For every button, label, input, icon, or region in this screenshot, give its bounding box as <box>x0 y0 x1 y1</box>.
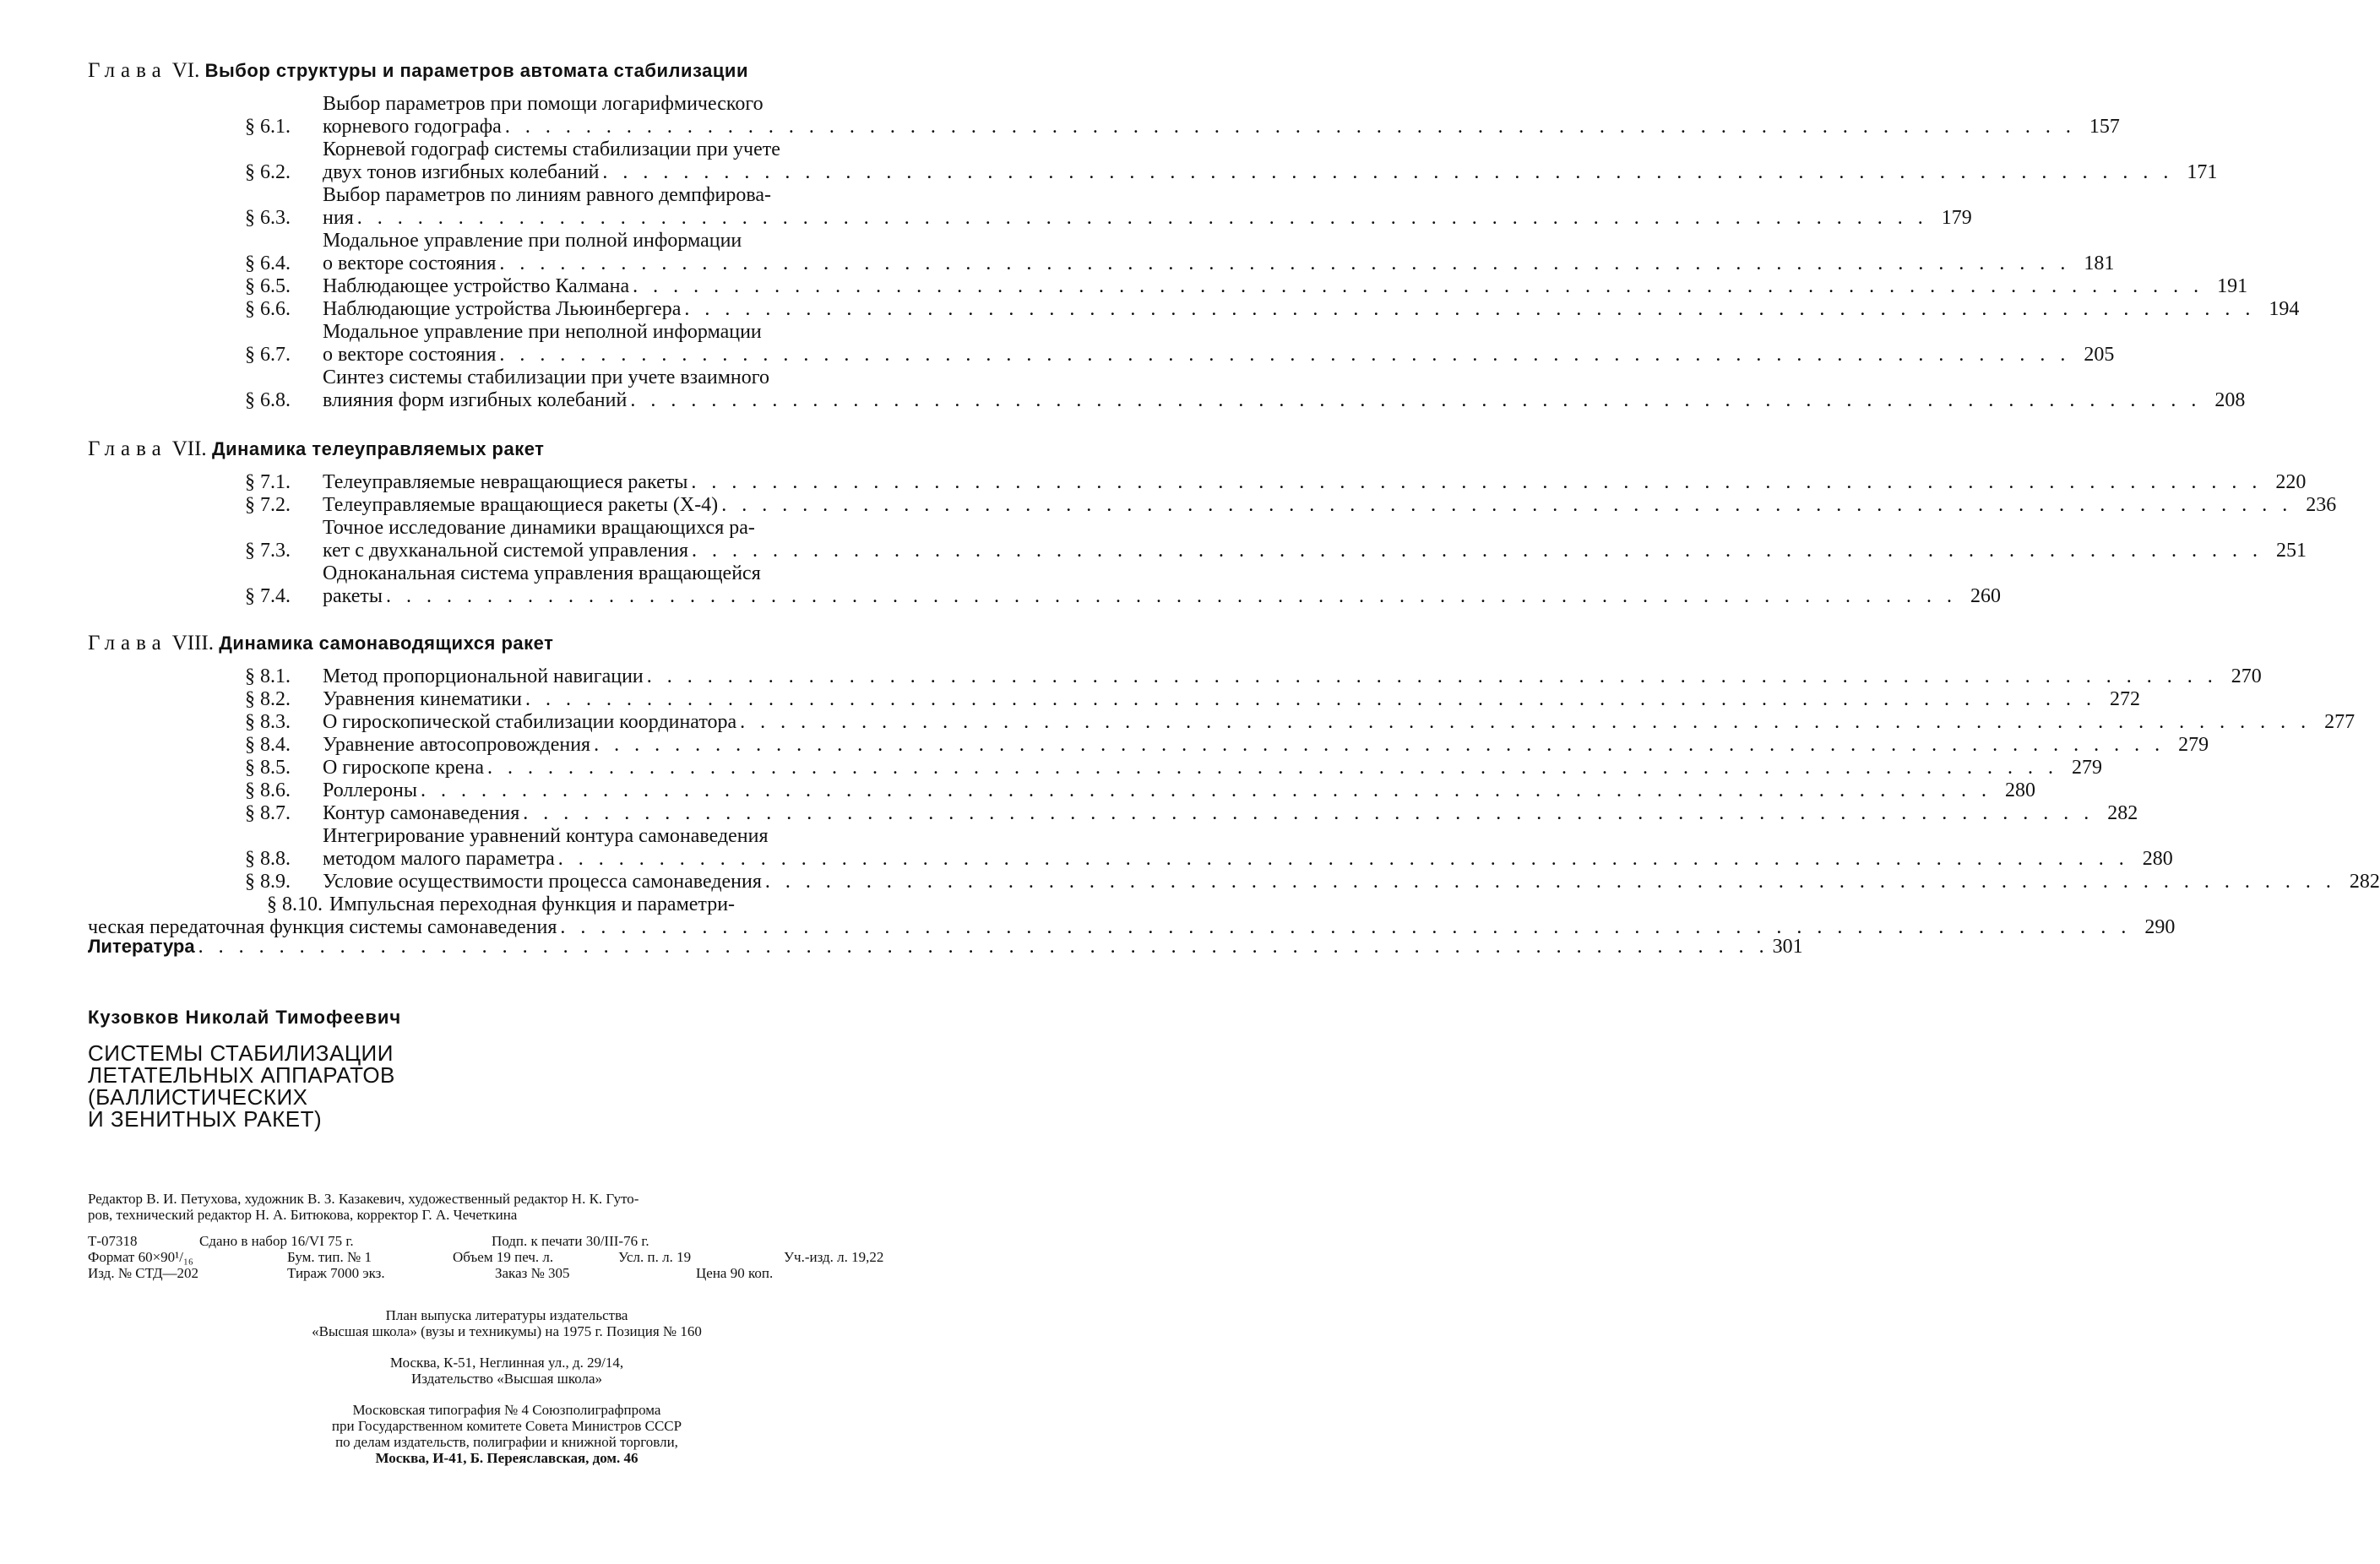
section-number: § 6.8. <box>245 389 291 411</box>
imprint-editors <box>88 1191 975 1223</box>
section-title-line: Модальное управление при неполной информации <box>323 321 762 343</box>
section-number: § 8.10. <box>267 893 323 915</box>
imprint-cell: Объем 19 печ. л. <box>453 1249 554 1265</box>
section-number: § 7.3. <box>245 540 291 562</box>
imprint-line: Издательство «Высшая школа» <box>410 1371 603 1387</box>
imprint-cell: Тираж 7000 экз. <box>287 1265 385 1281</box>
imprint-line: План выпуска литературы издательства <box>385 1307 628 1323</box>
toc-entry <box>245 562 2001 608</box>
section-title-line: Одноканальная система управления вращающейся <box>323 562 761 584</box>
chapter-title: Динамика самонаводящихся ракет <box>219 633 554 654</box>
section-number: § 8.1. <box>245 665 291 687</box>
page-number: 280 <box>2005 779 2036 801</box>
page-number: 157 <box>2089 116 2120 138</box>
toc-chapter-8 <box>88 665 2380 939</box>
section-number: § 6.5. <box>245 275 291 297</box>
section-title-line: Наблюдающее устройство Калмана <box>323 275 630 297</box>
page-number: 301 <box>1772 936 1803 958</box>
toc-chapter-6 <box>245 93 2300 412</box>
toc-entry <box>245 471 2307 494</box>
section-number: § 6.6. <box>245 298 291 320</box>
section-title-line: О гироскопе крена <box>323 757 485 779</box>
literature-label: Литература <box>88 936 195 957</box>
page-number: 279 <box>2072 757 2103 779</box>
section-number: § 8.9. <box>245 871 291 893</box>
section-number: § 8.4. <box>245 734 291 756</box>
toc-entry <box>245 665 2262 688</box>
imprint-line: Москва, И-41, Б. Переяславская, дом. 46 <box>375 1450 638 1466</box>
section-title-line: Интегрирование уравнений контура самонаведения <box>323 825 769 847</box>
page-number: 171 <box>2187 161 2218 183</box>
imprint-line: по делам издательств, полиграфии и книжной торговли, <box>335 1434 678 1450</box>
book-title-line: СИСТЕМЫ СТАБИЛИЗАЦИИ <box>88 1040 394 1066</box>
page-number: 282 <box>2349 871 2380 893</box>
imprint-cell: Уч.-изд. л. 19,22 <box>784 1249 884 1265</box>
section-title-line: Точное исследование динамики вращающихся ра- <box>323 517 755 539</box>
page-number: 191 <box>2217 275 2248 297</box>
page-number: 205 <box>2084 344 2115 366</box>
imprint-cell: Т-07318 <box>88 1233 138 1249</box>
toc-entry <box>245 494 2337 517</box>
section-number: § 7.4. <box>245 585 291 607</box>
chapter-number: VII. <box>171 437 207 460</box>
toc-entry <box>245 298 2300 321</box>
toc-entry <box>245 802 2138 825</box>
toc-entry <box>245 184 1972 230</box>
chapter-heading-8 <box>88 632 941 655</box>
toc-entry <box>245 275 2248 298</box>
page-number: 181 <box>2084 253 2115 274</box>
imprint-plan <box>0 1307 1013 1339</box>
section-title-line: Уравнение автосопровождения <box>323 734 591 756</box>
toc-entry <box>245 757 2103 779</box>
section-number: § 7.1. <box>245 471 291 493</box>
section-title-line: Модальное управление при полной информации <box>323 230 742 252</box>
section-title-line: ния <box>323 207 354 229</box>
section-number: § 6.7. <box>245 344 291 366</box>
book-title <box>88 1042 395 1130</box>
imprint-address <box>0 1355 1013 1387</box>
section-title-line: влияния форм изгибных колебаний <box>323 389 628 411</box>
section-number: § 8.3. <box>245 711 291 733</box>
section-title-line: Корневой годограф системы стабилизации при учете <box>323 138 780 160</box>
section-title-line: двух тонов изгибных колебаний <box>323 161 600 183</box>
chapter-word: Глава <box>88 59 167 82</box>
section-title-line: о векторе состояния <box>323 344 497 366</box>
section-title-line: Уравнения кинематики <box>323 688 522 710</box>
section-number: § 6.4. <box>245 253 291 274</box>
page-number: 280 <box>2142 848 2173 870</box>
section-number: § 8.2. <box>245 688 291 710</box>
imprint-details <box>88 1233 975 1281</box>
imprint-line: ров, технический редактор Н. А. Битюкова, корректор Г. А. Чечеткина <box>88 1207 518 1223</box>
author-name: Кузовков Николай Тимофеевич <box>88 1007 402 1028</box>
page-number: 270 <box>2231 665 2262 687</box>
page-number: 236 <box>2306 494 2337 516</box>
page-number: 282 <box>2107 802 2138 824</box>
imprint-cell: Усл. п. л. 19 <box>618 1249 692 1265</box>
section-title-line: Наблюдающие устройства Льюинбергера <box>323 298 682 320</box>
imprint-line: Редактор В. И. Петухова, художник В. З. Казакевич, художественный редактор Н. К. Гуто- <box>88 1191 639 1207</box>
section-number: § 8.8. <box>245 848 291 870</box>
section-number: § 6.1. <box>245 116 291 138</box>
toc-entry <box>245 711 2356 734</box>
toc-entry <box>245 825 2173 871</box>
chapter-word: Глава <box>88 437 167 460</box>
page-number: 260 <box>1970 585 2001 607</box>
section-title-line: ракеты <box>323 585 383 607</box>
section-title-line: кет с двухканальной системой управления <box>323 540 689 562</box>
book-title-line: ЛЕТАТЕЛЬНЫХ АППАРАТОВ <box>88 1062 395 1088</box>
book-title-line: И ЗЕНИТНЫХ РАКЕТ) <box>88 1106 323 1132</box>
imprint-line: «Высшая школа» (вузы и техникумы) на 1975 г. Позиция № 160 <box>312 1323 702 1339</box>
chapter-title: Динамика телеуправляемых ракет <box>211 438 545 459</box>
toc-entry <box>245 138 2218 184</box>
chapter-heading-7 <box>88 437 941 461</box>
section-title-line: о векторе состояния <box>323 253 497 274</box>
page-number: 277 <box>2324 711 2356 733</box>
section-number: § 8.5. <box>245 757 291 779</box>
page-number: 208 <box>2214 389 2246 411</box>
page-number: 220 <box>2275 471 2307 493</box>
chapter-word: Глава <box>88 632 167 654</box>
page-number: 179 <box>1941 207 1972 229</box>
imprint-cell: Заказ № 305 <box>495 1265 570 1281</box>
section-title-line: Синтез системы стабилизации при учете взаимного <box>323 367 769 388</box>
page-number: 194 <box>2269 298 2300 320</box>
section-title-line: Контур самонаведения <box>323 802 520 824</box>
imprint-cell: Цена 90 коп. <box>696 1265 774 1281</box>
page-number: 290 <box>2144 916 2176 938</box>
section-title-line: Телеуправляемые невращающиеся ракеты <box>323 471 688 493</box>
imprint-line: Московская типография № 4 Союзполиграфпрома <box>352 1402 661 1418</box>
toc-entry <box>245 93 2120 138</box>
section-title-line: Метод пропорциональной навигации <box>323 665 644 687</box>
imprint-cell: Изд. № СТД—202 <box>88 1265 199 1281</box>
imprint-line: Москва, К-51, Неглинная ул., д. 29/14, <box>389 1355 624 1371</box>
section-title-line: Выбор параметров по линиям равного демпфирова- <box>323 184 772 206</box>
toc-literature <box>88 936 1803 958</box>
section-title-line: Выбор параметров при помощи логарифмического <box>323 93 763 115</box>
toc-entry <box>88 893 951 916</box>
chapter-number: VIII. <box>171 632 214 654</box>
toc-entry <box>245 779 2036 802</box>
section-title-line: корневого годографа <box>323 116 502 138</box>
page-number: 272 <box>2109 688 2140 710</box>
imprint-cell: Бум. тип. № 1 <box>287 1249 372 1265</box>
chapter-title: Выбор структуры и параметров автомата стабилизации <box>204 60 748 81</box>
section-title-line: Телеуправляемые вращающиеся ракеты (Х-4) <box>323 494 719 516</box>
chapter-number: VI. <box>171 59 200 82</box>
section-title-line: ческая передаточная функция системы самонаведения <box>88 916 557 938</box>
imprint-line: при Государственном комитете Совета Министров СССР <box>331 1418 682 1434</box>
section-title-line: Импульсная переходная функция и параметри- <box>329 893 736 915</box>
imprint-cell: Сдано в набор 16/VI 75 г. <box>199 1233 354 1249</box>
section-title-line: Роллероны <box>323 779 418 801</box>
toc-chapter-7 <box>245 471 2337 608</box>
toc-entry <box>245 367 2246 412</box>
section-number: § 6.3. <box>245 207 291 229</box>
toc-entry <box>245 734 2209 757</box>
toc-entry <box>245 688 2140 711</box>
toc-entry <box>245 871 2380 893</box>
page-number: 279 <box>2178 734 2209 756</box>
toc-entry <box>245 230 2115 275</box>
imprint-cell: Подп. к печати 30/III-76 г. <box>492 1233 649 1249</box>
imprint-printer <box>0 1402 1013 1466</box>
section-number: § 6.2. <box>245 161 291 183</box>
chapter-heading-6 <box>88 59 941 83</box>
toc-entry <box>245 517 2307 562</box>
toc-entry <box>245 321 2115 367</box>
section-title-line: О гироскопической стабилизации координатора <box>323 711 737 733</box>
section-number: § 8.7. <box>245 802 291 824</box>
section-number: § 8.6. <box>245 779 291 801</box>
section-title-line: Условие осуществимости процесса самонаведения <box>323 871 762 893</box>
imprint-cell: Формат 60×90¹/₁₆ <box>88 1249 193 1265</box>
book-title-line: (БАЛЛИСТИЧЕСКИХ <box>88 1084 308 1110</box>
section-number: § 7.2. <box>245 494 291 516</box>
section-title-line: методом малого параметра <box>323 848 555 870</box>
page-number: 251 <box>2276 540 2307 562</box>
